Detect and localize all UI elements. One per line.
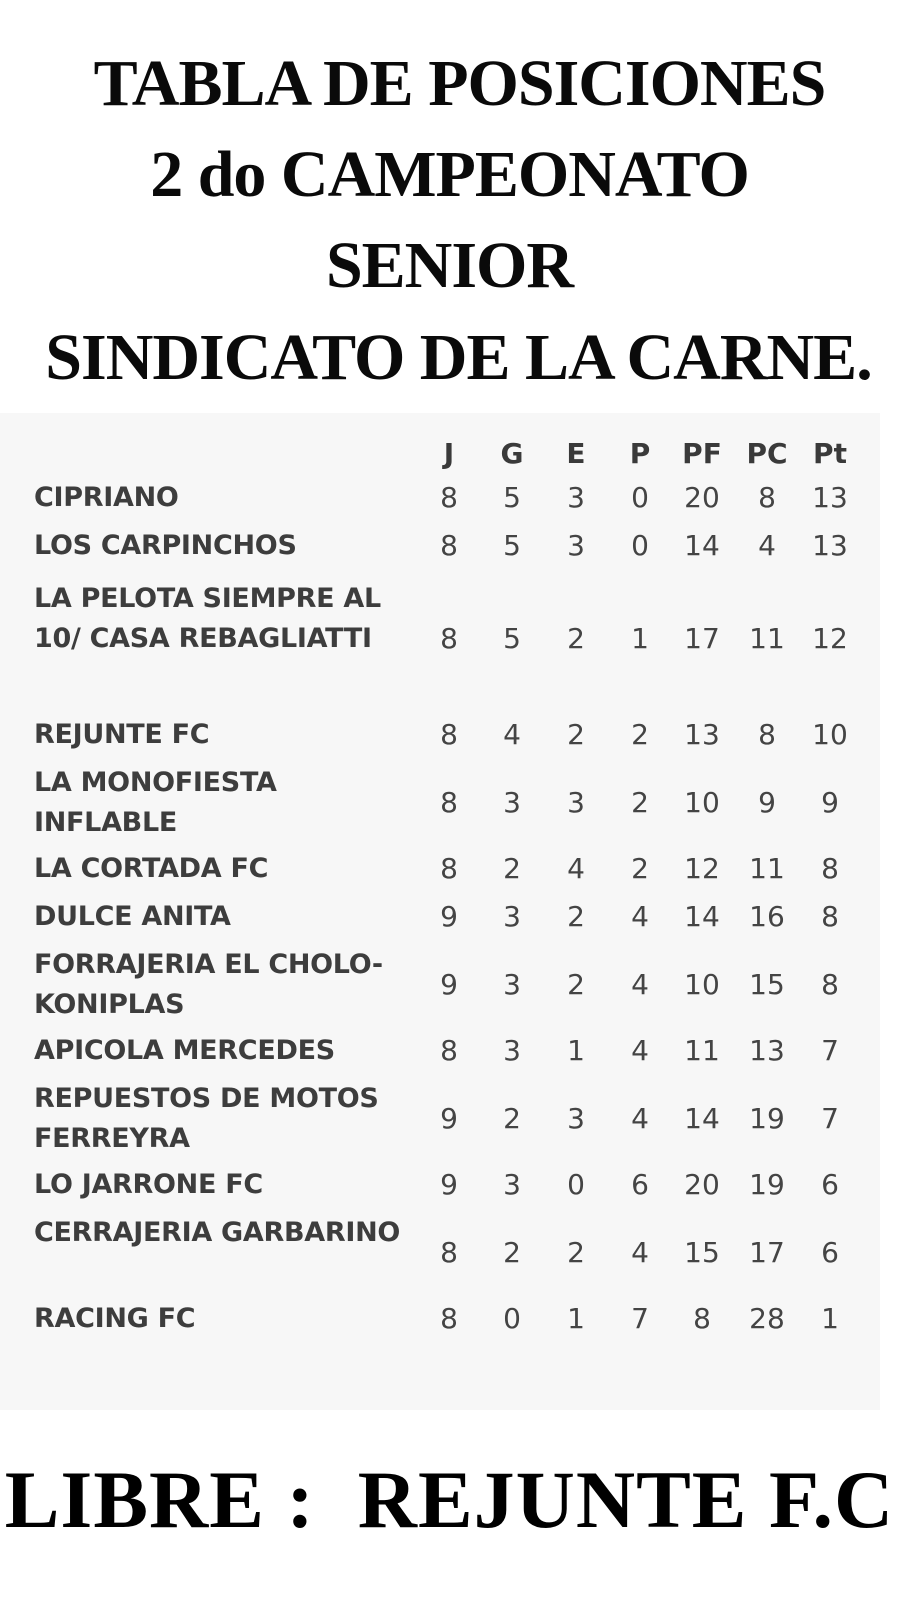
header-pc: PC	[746, 437, 788, 470]
table-row	[0, 897, 880, 937]
stat-e: 2	[567, 900, 585, 933]
stat-p: 4	[631, 1102, 649, 1135]
stat-pf: 11	[684, 1034, 720, 1067]
table-row	[0, 1165, 880, 1205]
stat-pc: 19	[749, 1102, 785, 1135]
stat-pt: 8	[821, 968, 839, 1001]
table-row	[0, 579, 880, 699]
table-row	[0, 945, 880, 1025]
stat-p: 2	[631, 786, 649, 819]
team-name: REJUNTE FC	[34, 719, 210, 750]
stat-p: 7	[631, 1302, 649, 1335]
stat-g: 3	[503, 968, 521, 1001]
table-row	[0, 1213, 880, 1293]
stat-pc: 4	[758, 529, 776, 562]
stat-e: 3	[567, 786, 585, 819]
team-name: LA PELOTA SIEMPRE AL 10/ CASA REBAGLIATTI	[34, 583, 381, 654]
team-name: REPUESTOS DE MOTOS FERREYRA	[34, 1083, 379, 1154]
stat-pc: 19	[749, 1168, 785, 1201]
team-name: RACING FC	[34, 1303, 196, 1334]
team-name: CERRAJERIA GARBARINO	[34, 1217, 401, 1248]
stat-pt: 9	[821, 786, 839, 819]
stat-e: 0	[567, 1168, 585, 1201]
stat-g: 5	[503, 481, 521, 514]
stat-pc: 15	[749, 968, 785, 1001]
stat-g: 0	[503, 1302, 521, 1335]
team-name: LA MONOFIESTA INFLABLE	[34, 767, 277, 838]
stat-e: 3	[567, 1102, 585, 1135]
stat-g: 3	[503, 1168, 521, 1201]
stat-p: 4	[631, 1236, 649, 1269]
stat-pf: 12	[684, 852, 720, 885]
stat-g: 3	[503, 900, 521, 933]
table-row	[0, 1079, 880, 1159]
team-name: LA CORTADA FC	[34, 853, 269, 884]
stat-j: 8	[440, 718, 458, 751]
header-pt: Pt	[813, 437, 847, 470]
stat-pt: 1	[821, 1302, 839, 1335]
stat-pf: 14	[684, 900, 720, 933]
footer-libre: LIBRE : REJUNTE F.C	[4, 1454, 895, 1545]
stat-pc: 17	[749, 1236, 785, 1269]
stat-g: 3	[503, 786, 521, 819]
team-name: DULCE ANITA	[34, 901, 231, 932]
team-name: LOS CARPINCHOS	[34, 530, 297, 561]
stat-j: 8	[440, 622, 458, 655]
stat-g: 3	[503, 1034, 521, 1067]
stat-pt: 7	[821, 1034, 839, 1067]
stat-j: 8	[440, 852, 458, 885]
stat-p: 4	[631, 900, 649, 933]
table-row	[0, 715, 880, 755]
stat-e: 2	[567, 718, 585, 751]
table-row	[0, 763, 880, 843]
stat-g: 2	[503, 852, 521, 885]
stat-e: 3	[567, 529, 585, 562]
stat-pt: 13	[812, 481, 848, 514]
stat-p: 2	[631, 718, 649, 751]
stat-pf: 14	[684, 1102, 720, 1135]
stat-g: 2	[503, 1102, 521, 1135]
stat-p: 4	[631, 968, 649, 1001]
stat-pt: 13	[812, 529, 848, 562]
stat-p: 0	[631, 529, 649, 562]
stat-pt: 8	[821, 852, 839, 885]
stat-g: 4	[503, 718, 521, 751]
table-row	[0, 849, 880, 889]
stat-p: 1	[631, 622, 649, 655]
stat-pf: 15	[684, 1236, 720, 1269]
stat-j: 9	[440, 1102, 458, 1135]
stat-e: 2	[567, 1236, 585, 1269]
stat-pf: 10	[684, 786, 720, 819]
stat-pt: 12	[812, 622, 848, 655]
stat-pf: 20	[684, 481, 720, 514]
table-row	[0, 478, 880, 518]
stat-pc: 16	[749, 900, 785, 933]
team-name: FORRAJERIA EL CHOLO-KONIPLAS	[34, 949, 383, 1020]
stat-g: 5	[503, 529, 521, 562]
stat-pf: 13	[684, 718, 720, 751]
header-j: J	[443, 437, 455, 470]
table-row	[0, 1299, 880, 1339]
stat-e: 1	[567, 1302, 585, 1335]
stat-e: 2	[567, 968, 585, 1001]
stat-pt: 8	[821, 900, 839, 933]
stat-e: 1	[567, 1034, 585, 1067]
stat-pf: 10	[684, 968, 720, 1001]
stat-j: 8	[440, 1302, 458, 1335]
stat-j: 8	[440, 529, 458, 562]
stat-pf: 14	[684, 529, 720, 562]
stat-j: 8	[440, 1034, 458, 1067]
stat-e: 4	[567, 852, 585, 885]
header-pf: PF	[682, 437, 722, 470]
stat-pc: 11	[749, 622, 785, 655]
stat-pt: 7	[821, 1102, 839, 1135]
title-line-2: 2 do CAMPEONATO	[150, 138, 749, 211]
title-block	[0, 0, 899, 410]
stat-pf: 17	[684, 622, 720, 655]
stat-pt: 6	[821, 1236, 839, 1269]
stat-g: 2	[503, 1236, 521, 1269]
table-row	[0, 1031, 880, 1071]
team-name: CIPRIANO	[34, 482, 179, 513]
stat-g: 5	[503, 622, 521, 655]
stat-e: 3	[567, 481, 585, 514]
stat-pf: 20	[684, 1168, 720, 1201]
stat-pc: 8	[758, 481, 776, 514]
stat-pc: 28	[749, 1302, 785, 1335]
stat-p: 4	[631, 1034, 649, 1067]
stat-e: 2	[567, 622, 585, 655]
header-e: E	[566, 437, 586, 470]
stat-pf: 8	[693, 1302, 711, 1335]
stat-p: 2	[631, 852, 649, 885]
stat-j: 9	[440, 1168, 458, 1201]
stat-j: 9	[440, 968, 458, 1001]
stat-pc: 13	[749, 1034, 785, 1067]
stat-pc: 8	[758, 718, 776, 751]
title-line-1: TABLA DE POSICIONES	[93, 47, 826, 120]
stat-pc: 9	[758, 786, 776, 819]
standings-table	[0, 413, 880, 1410]
stat-j: 8	[440, 481, 458, 514]
table-row	[0, 526, 880, 566]
stat-p: 0	[631, 481, 649, 514]
team-name: LO JARRONE FC	[34, 1169, 263, 1200]
stat-j: 8	[440, 1236, 458, 1269]
stat-pt: 6	[821, 1168, 839, 1201]
stat-j: 8	[440, 786, 458, 819]
team-name: APICOLA MERCEDES	[34, 1035, 335, 1066]
title-line-4: SINDICATO DE LA CARNE.	[45, 321, 872, 394]
header-g: G	[500, 437, 524, 470]
title-line-3: SENIOR	[325, 229, 574, 302]
stat-pt: 10	[812, 718, 848, 751]
header-p: P	[629, 437, 651, 470]
stat-p: 6	[631, 1168, 649, 1201]
stat-j: 9	[440, 900, 458, 933]
stat-pc: 11	[749, 852, 785, 885]
